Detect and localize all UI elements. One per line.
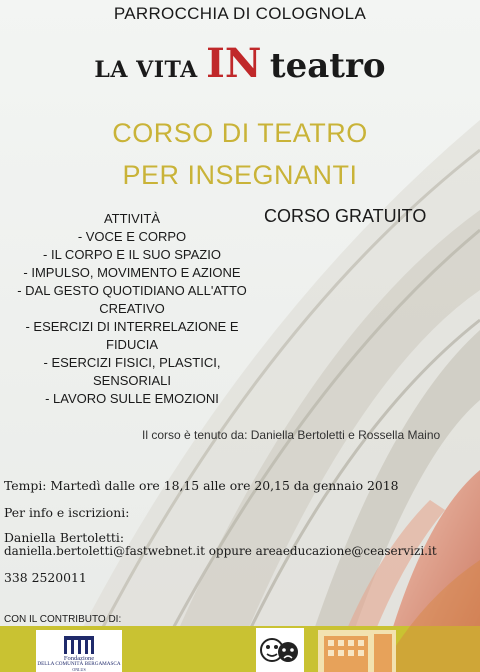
title-part-3: teatro [269, 46, 386, 86]
activity-item: FIDUCIA [106, 337, 158, 352]
activity-item: - IL CORPO E IL SUO SPAZIO [43, 247, 221, 262]
activity-item: - VOCE E CORPO [77, 229, 187, 244]
logo1-line-1: Fondazione [63, 655, 95, 662]
teachers-line: Il corso è tenuto da: Daniella Bertoletti e Rossella Maino [142, 428, 441, 442]
activity-item: - LAVORO SULLE EMOZIONI [45, 391, 219, 406]
course-title-line-1: CORSO DI TEATRO [112, 118, 368, 148]
parish-name: PARROCCHIA DI COLOGNOLA [113, 4, 367, 23]
event-title [0, 40, 480, 87]
activities-heading: ATTIVITÀ [103, 211, 161, 226]
fondazione-logo [36, 630, 122, 672]
activity-item: - ESERCIZI DI INTERRELAZIONE E [25, 319, 239, 334]
activities-list [0, 210, 264, 408]
contact-phone: 338 2520011 [4, 570, 87, 585]
course-title-line-2: PER INSEGNANTI [122, 160, 358, 190]
logo1-line-3: ONLUS [72, 667, 86, 672]
activity-item: SENSORIALI [92, 373, 172, 388]
drama-masks-logo [256, 628, 304, 672]
contribution-label: CON IL CONTRIBUTO DI: [4, 614, 122, 625]
title-part-1: LA VITA [94, 57, 198, 83]
activity-item: - ESERCIZI FISICI, PLASTICI, [43, 355, 221, 370]
schedule-line: Tempi: Martedì dalle ore 18,15 alle ore 20,15 da gennaio 2018 [4, 478, 399, 493]
contacts-heading: Per info e iscrizioni: [4, 505, 130, 520]
title-part-2: IN [206, 40, 262, 87]
contact-name: Daniella Bertoletti: [4, 530, 125, 545]
activity-item: - DAL GESTO QUOTIDIANO ALL'ATTO [17, 283, 247, 298]
free-course-label: CORSO GRATUITO [264, 206, 427, 226]
contact-emails: daniella.bertoletti@fastwebnet.it oppure areaeducazione@ceaservizi.it [4, 544, 437, 558]
activity-item: - IMPULSO, MOVIMENTO E AZIONE [23, 265, 241, 280]
activity-item: CREATIVO [99, 301, 165, 316]
building-logo [318, 630, 396, 672]
logo1-line-2: DELLA COMUNITÀ BERGAMASCA [37, 661, 121, 667]
fondazione-mark-icon [36, 632, 122, 656]
